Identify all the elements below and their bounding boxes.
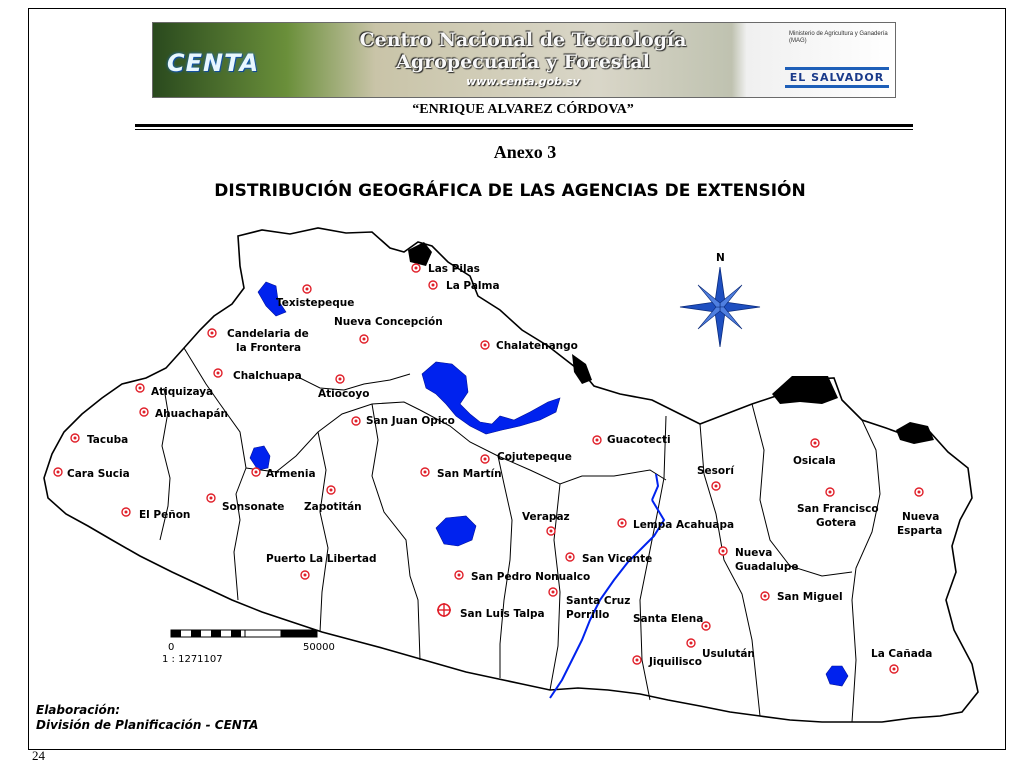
- scale-bar: [162, 630, 335, 665]
- agency-marker-dot: [306, 288, 309, 291]
- agency-marker-dot: [814, 442, 817, 445]
- agency-marker-dot: [458, 574, 461, 577]
- agency-label: Nueva: [735, 547, 773, 559]
- agency-label: Chalchuapa: [233, 370, 302, 382]
- agency-marker-dot: [255, 471, 258, 474]
- agency-label: Las Pilas: [428, 263, 480, 275]
- agency-label: Cojutepeque: [497, 451, 572, 463]
- page-number: 24: [32, 748, 45, 763]
- map-title: DISTRIBUCIÓN GEOGRÁFICA DE LAS AGENCIAS DE EXTENSIÓN: [214, 181, 806, 201]
- agency-marker-dot: [217, 372, 220, 375]
- agency-label: San Juan Opico: [366, 415, 455, 427]
- agency-label: Sonsonate: [222, 501, 285, 513]
- agency-marker-dot: [722, 550, 725, 553]
- agency-label: Jiquilisco: [649, 656, 702, 668]
- compass-rose: [680, 252, 760, 347]
- agency-label: Atiquizaya: [151, 386, 214, 398]
- agency-label: Santa Elena: [633, 613, 704, 625]
- agency-label: Cara Sucia: [67, 468, 130, 480]
- agency-marker-dot: [596, 439, 599, 442]
- institution-subtitle: “ENRIQUE ALVAREZ CÓRDOVA”: [412, 102, 634, 117]
- ministry-text: Ministerio de Agricultura y Ganadería (MAG): [789, 31, 888, 44]
- agency-label: Usulután: [702, 648, 755, 660]
- banner-title-line2: Agropecuaria y Forestal: [396, 51, 650, 73]
- agency-marker-dot: [715, 485, 718, 488]
- agency-marker-dot: [552, 591, 555, 594]
- agency-marker-dot: [363, 338, 366, 341]
- agency-marker-dot: [210, 497, 213, 500]
- country-outline: [44, 228, 978, 722]
- agency-marker-dot: [125, 511, 128, 514]
- agency-label: Zapotitán: [304, 501, 362, 513]
- agency-marker-dot: [764, 595, 767, 598]
- agency-label: Nueva Concepción: [334, 316, 443, 328]
- agency-marker-dot: [484, 344, 487, 347]
- scale-zero: 0: [168, 642, 175, 653]
- agency-label: Armenia: [266, 468, 316, 480]
- agency-marker-dot: [355, 420, 358, 423]
- agency-label: Osicala: [793, 455, 836, 467]
- agency-label: Lempa Acahuapa: [633, 519, 735, 531]
- agency-label: Gotera: [816, 517, 857, 529]
- agency-label: San Luis Talpa: [460, 608, 545, 620]
- agency-marker-dot: [74, 437, 77, 440]
- agency-label: San Pedro Nonualco: [471, 571, 591, 583]
- agency-marker-dot: [432, 284, 435, 287]
- agency-label: Sesorí: [697, 465, 734, 477]
- agency-marker-dot: [339, 378, 342, 381]
- agency-marker-dot: [690, 642, 693, 645]
- agency-label: San Francisco: [797, 503, 879, 515]
- credits-label: Elaboración:: [36, 703, 121, 717]
- agency-label: Guacotecti: [607, 434, 671, 446]
- agency-label: Atiocoyo: [318, 388, 370, 400]
- agency-label: Texistepeque: [276, 297, 355, 309]
- agency-marker-dot: [211, 332, 214, 335]
- agency-marker-dot: [829, 491, 832, 494]
- agency-label: la Frontera: [236, 342, 302, 354]
- agency-marker-dot: [484, 458, 487, 461]
- agency-label: Tacuba: [87, 434, 129, 446]
- agency-marker-dot: [330, 489, 333, 492]
- agency-label: San Martín: [437, 468, 502, 480]
- agency-label: Puerto La Libertad: [266, 553, 377, 565]
- agency-label: La Cañada: [871, 648, 933, 660]
- agency-marker-dot: [424, 471, 427, 474]
- scale-max: 50000: [303, 642, 335, 653]
- agency-marker-dot: [621, 522, 624, 525]
- agency-label: San Vicente: [582, 553, 653, 565]
- centa-logo: CENTA: [167, 49, 260, 77]
- agency-label: Santa Cruz: [566, 595, 631, 607]
- country-logo: EL SALVADOR: [785, 67, 889, 88]
- agency-label: Nueva: [902, 511, 940, 523]
- agency-label: Chalatenango: [496, 340, 578, 352]
- credits-author: División de Planificación - CENTA: [36, 718, 259, 732]
- agency-label: Verapaz: [522, 511, 570, 523]
- agency-marker-dot: [415, 267, 418, 270]
- agency-label: Esparta: [897, 525, 943, 537]
- agency-label: Porrillo: [566, 609, 610, 621]
- agency-marker-dot: [550, 530, 553, 533]
- annex-title: Anexo 3: [493, 142, 557, 162]
- agency-marker-dot: [139, 387, 142, 390]
- agency-marker-dot: [569, 556, 572, 559]
- agency-label: El Peñon: [139, 509, 191, 521]
- banner-title-line1: Centro Nacional de Tecnología: [359, 29, 687, 51]
- agency-marker-dot: [304, 574, 307, 577]
- agency-label: Guadalupe: [735, 561, 799, 573]
- agency-marker-dot: [143, 411, 146, 414]
- agency-marker-dot: [918, 491, 921, 494]
- agency-label: La Palma: [446, 280, 500, 292]
- agency-label: Candelaria de: [227, 328, 309, 340]
- agency-marker-dot: [705, 625, 708, 628]
- banner-url: www.centa.gob.sv: [466, 75, 580, 88]
- agency-marker-dot: [57, 471, 60, 474]
- agency-marker-dot: [893, 668, 896, 671]
- agency-marker-dot: [636, 659, 639, 662]
- scale-ratio: 1 : 1271107: [162, 654, 223, 665]
- agency-label: Ahuachapán: [155, 408, 229, 420]
- agency-label: San Miguel: [777, 591, 843, 603]
- compass-north-label: N: [716, 252, 725, 264]
